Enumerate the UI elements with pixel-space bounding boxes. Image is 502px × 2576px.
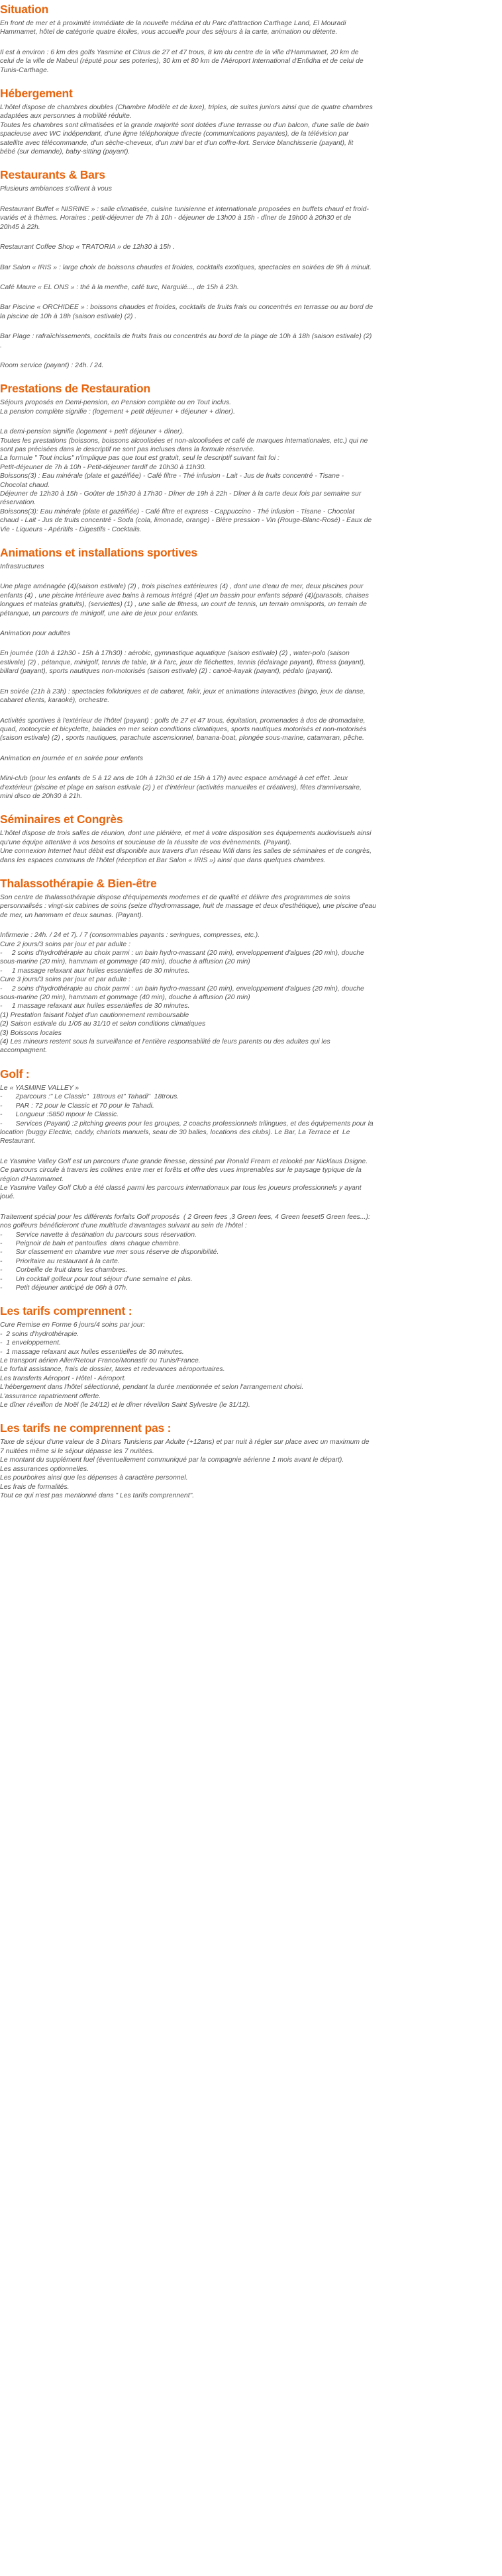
text-line: La demi-pension signifie (logement + petit déjeuner + dîner).	[0, 428, 184, 436]
text-line: location (buggy Electric, caddy, chariots manuels, seau de 30 balles, locations des clubs). Le Bar, La Terrace et Le	[0, 1128, 350, 1136]
paragraph	[0, 398, 495, 416]
paragraph	[0, 427, 495, 534]
paragraph	[0, 829, 495, 865]
text-line: (saison estivale) (2) , sports nautiques, parachute ascensionnel, banana-boat, plongée sous-marine, catamaran, pêche.	[0, 734, 364, 742]
text-line: - Corbeille de fruit dans les chambres.	[0, 1266, 128, 1274]
text-line: chaud - Lait - Jus de fruits concentré - Soda (cola, limonade, orange) - Bière pression - Vin (Rouge-Blanc-Rosé) - Eaux de	[0, 517, 372, 525]
text-line: Le transport aérien Aller/Retour France/Monastir ou Tunis/France.	[0, 1357, 201, 1365]
section-title: Animations et installations sportives	[0, 546, 197, 560]
text-line: Déjeuner de 12h30 à 15h - Goûter de 15h30 à 17h30 - Dîner de 19h à 22h - Dîner à la carte deux fois par semaine sur	[0, 490, 362, 498]
text-line: 7 nuitées même si le séjour dépasse les 7 nuitées.	[0, 1447, 154, 1455]
text-line: de mer, un hammam et deux saunas. (Payant).	[0, 911, 144, 919]
text-line: Café Maure « EL ONS » : thé à la menthe, café turc, Narguilé..., de 15h à 23h.	[0, 283, 239, 291]
text-line: Tout ce qui n'est pas mentionné dans " Les tarifs comprennent".	[0, 1491, 195, 1499]
text-line: Infirmerie : 24h. / 24 et 7j. / 7 (consommables payants : seringues, compresses, etc.).	[0, 932, 260, 940]
paragraph	[0, 1438, 495, 1500]
paragraph	[0, 1213, 495, 1293]
section	[0, 381, 495, 534]
text-line: (4) Les mineurs restent sous la surveillance et l'entière responsabilité de leurs parents ou des adultes qui les	[0, 1038, 330, 1046]
paragraph	[0, 303, 495, 321]
text-line: Hammamet, hôtel de catégorie quatre étoiles, vous accueille pour des séjours à la carte, animation ou détente.	[0, 28, 338, 36]
text-line: Les frais de formalités.	[0, 1483, 70, 1491]
text-line: Le « YASMINE VALLEY »	[0, 1084, 79, 1092]
text-line: variés et à thèmes. Horaires : petit-déjeuner de 7h à 10h - déjeuner de 13h00 à 15h - dîner de 19h00 à 20h30 et de	[0, 214, 352, 222]
text-line: - 1 massage relaxant aux huiles essentielles de 30 minutes.	[0, 1002, 190, 1010]
text-line: Séjours proposés en Demi-pension, en Pension complète ou en Tout inclus.	[0, 399, 232, 407]
text-line: Tunis-Carthage.	[0, 66, 49, 74]
text-line: En journée (10h à 12h30 - 15h à 17h30) : aérobic, gymnastique aquatique (saison estivale) (2) , water-polo (saison	[0, 650, 350, 658]
text-line: Le montant du supplément fuel (éventuellement communiqué par la compagnie aérienne 1 mois avant le départ).	[0, 1456, 344, 1464]
text-line: .	[0, 341, 2, 349]
text-line: 20h45 à 22h.	[0, 223, 40, 231]
text-line: Il est à environ : 6 km des golfs Yasmine et Citrus de 27 et 47 trous, 8 km du centre de la ville d'Hammamet, 20 km de	[0, 48, 359, 56]
paragraph	[0, 1157, 495, 1202]
text-line: - 1 massage relaxant aux huiles essentielles de 30 minutes.	[0, 967, 190, 975]
section	[0, 1067, 495, 1293]
text-line: Cure Remise en Forme 6 jours/4 soins par jour:	[0, 1321, 145, 1329]
text-line: - Service navette à destination du parcours sous réservation.	[0, 1231, 197, 1239]
section	[0, 545, 495, 801]
paragraph	[0, 263, 495, 272]
section-title: Hébergement	[0, 87, 73, 101]
text-line: Le Yasmine Valley Golf est un parcours d'une grande finesse, dessiné par Ronald Fream et relooké par Nicklaus Dsigne.	[0, 1157, 368, 1165]
text-line: d'extérieur (piscine et plage en saison estivale (2) ) et d'intérieur (activités manuelles et créatives), fêtes d'anniversaire,	[0, 783, 362, 791]
section	[0, 1304, 495, 1409]
paragraph	[0, 361, 495, 370]
text-line: réservation.	[0, 499, 36, 507]
text-line: Vie - Liqueurs - Apéritifs - Digestifs - Cocktails.	[0, 525, 142, 533]
text-line: (1) Prestation faisant l'objet d'un cautionnement remboursable	[0, 1011, 189, 1019]
section	[0, 876, 495, 1055]
text-line: Petit-déjeuner de 7h à 10h - Petit-déjeuner tardif de 10h30 à 11h30.	[0, 463, 207, 471]
text-line: personnalisés : vingt-six cabines de soins (seize d'hydromassage, huit de massage et deux d'esthétique), une piscine d'eau	[0, 903, 376, 910]
text-line: sont pas précisées dans le descriptif ne sont pas incluses dans la formule réservée.	[0, 445, 255, 453]
section-title: Les tarifs ne comprennent pas :	[0, 1421, 172, 1435]
text-line: Ce parcours circule à travers les collines entre mer et forêts et offre des vues imprenables sur le paysage typique de la	[0, 1167, 362, 1175]
text-line: cabaret clients, karaoké), orchestre.	[0, 697, 110, 705]
text-line: - Longueur :5850 mpour le Classic.	[0, 1111, 119, 1119]
text-line: mini disco de 20h30 à 21h.	[0, 792, 83, 800]
section-title: Situation	[0, 3, 49, 16]
text-line: estivale) (2) , pétanque, minigolf, tennis de table, tir à l'arc, jeux de fléchettes, tennis (éclairage payant), fitness (payant),	[0, 658, 366, 666]
section	[0, 86, 495, 156]
text-line: - Petit déjeuner anticipé de 06h à 07h.	[0, 1284, 128, 1292]
text-line: - 2 soins d'hydrothérapie.	[0, 1330, 79, 1338]
text-line: (3) Boissons locales	[0, 1029, 62, 1037]
paragraph	[0, 243, 495, 251]
text-line: satellite avec télécommande, d'un sèche-cheveux, d'un mini bar et d'un coffre-fort. Service blanchisserie (payant), lit	[0, 139, 354, 147]
text-line: La formule " Tout inclus" n'implique pas que tout est gratuit, seul le descriptif suivant fait foi :	[0, 455, 279, 463]
text-line: Bar Piscine « ORCHIDEE » : boissons chaudes et froides, cocktails de fruits frais ou concentrés en terrasse ou au bord de	[0, 304, 374, 312]
text-line: accompagnent.	[0, 1047, 48, 1055]
text-line: L'hôtel dispose de trois salles de réunion, dont une plénière, et met à votre disposition ses équipements audiovisuels ainsi	[0, 830, 372, 838]
text-line: Bar Plage : rafraîchissements, cocktails de fruits frais ou concentrés au bord de la plage de 10h à 18h (saison estivale) (2)	[0, 333, 372, 341]
text-line: Toutes les chambres sont climatisées et la grande majorité sont dotées d'une terrasse ou d'un balcon, d'une salle de bain	[0, 121, 370, 129]
text-line: Le dîner réveillon de Noël (le 24/12) et le dîner réveillon Saint Sylvestre (le 31/12).	[0, 1401, 250, 1409]
section-title: Restaurants & Bars	[0, 168, 105, 182]
text-line: L'assurance rapatriement offerte.	[0, 1392, 101, 1400]
text-line: Le Yasmine Valley Golf Club a été classé parmi les parcours internationaux par tous les joueurs professionnels y ayant	[0, 1184, 362, 1192]
text-line: Restaurant Buffet « NISRINE » : salle climatisée, cuisine tunisienne et internationale proposées en buffets chaud et froid-	[0, 205, 369, 213]
paragraph	[0, 717, 495, 743]
section-title: Thalassothérapie & Bien-être	[0, 876, 157, 890]
text-line: dans les espaces communs de l'hôtel (réception et Bar Salon « IRIS ») ainsi que dans quelques chambres.	[0, 856, 326, 864]
paragraph	[0, 48, 495, 75]
text-line: Les pourboires ainsi que les dépenses à caractère personnel.	[0, 1474, 188, 1482]
text-line: région d'Hammamet.	[0, 1175, 64, 1183]
paragraph	[0, 582, 495, 618]
section-title: Les tarifs comprennent :	[0, 1304, 132, 1318]
text-line: Le forfait assistance, frais de dossier, taxes et redevances aéroportuaires.	[0, 1366, 225, 1374]
paragraph	[0, 205, 495, 232]
paragraph	[0, 562, 495, 571]
text-line: - 1 enveloppement.	[0, 1339, 61, 1347]
text-line: (2) Saison estivale du 1/05 au 31/10 et selon conditions climatiques	[0, 1020, 206, 1028]
text-line: Boissons(3): Eau minérale (plate et gazéifiée) - Café filtre et express - Cappuccino - Thé infusion - Tisane - Chocolat	[0, 508, 355, 515]
section	[0, 167, 495, 370]
paragraph	[0, 893, 495, 920]
text-line: billard (payant), sports nautiques non-motorisés (saison estivale) (2) : canoë-kayak (payant), pédalo (payant).	[0, 668, 333, 676]
text-line: Activités sportives à l'extérieur de l'hôtel (payant) : golfs de 27 et 47 trous, équitation, promenades à dos de dromadaire,	[0, 717, 366, 725]
text-line: Les assurances optionnelles.	[0, 1465, 89, 1473]
text-line: - 2parcours :" Le Classic" 18trous et" Tahadi" 18trous.	[0, 1093, 179, 1101]
text-line: Une plage aménagée (4)(saison estivale) (2) , trois piscines extérieures (4) , dont une d'eau de mer, deux piscines pour	[0, 583, 364, 591]
paragraph	[0, 185, 495, 193]
text-line: - Sur classement en chambre vue mer sous réserve de disponibilité.	[0, 1249, 219, 1257]
section	[0, 1421, 495, 1500]
paragraph	[0, 332, 495, 350]
section-title: Golf :	[0, 1067, 30, 1081]
text-line: Toutes les prestations (boissons, boissons alcoolisées et non-alcoolisées et café de marques internationales, etc.) qui ne	[0, 437, 368, 445]
paragraph	[0, 649, 495, 676]
text-line: Taxe de séjour d'une valeur de 3 Dinars Tunisiens par Adulte (+12ans) et par nuit à régler sur place avec un maximum de	[0, 1439, 370, 1446]
paragraph	[0, 754, 495, 763]
text-line: qu'une équipe attentive à vos besoins et soucieuse de la réussite de vos évènements. (Payant).	[0, 838, 292, 846]
paragraph	[0, 629, 495, 638]
text-line: Chocolat chaud.	[0, 481, 50, 489]
text-line: Une connexion Internet haut débit est disponible aux travers d'un réseau Wifi dans les salles de séminaires et de congrès,	[0, 848, 372, 856]
text-line: - Peignoir de bain et pantoufles dans chaque chambre.	[0, 1239, 181, 1247]
text-line: La pension complète signifie : (logement + petit déjeuner + déjeuner + dîner).	[0, 408, 235, 416]
text-line: joué.	[0, 1193, 15, 1201]
paragraph	[0, 1084, 495, 1146]
text-line: En soirée (21h à 23h) : spectacles folkloriques et de cabaret, fakir, jeux et animations interactives (bingo, jeux de danse,	[0, 688, 366, 695]
section-title: Séminaires et Congrès	[0, 813, 123, 826]
text-line: - 2 soins d'hydrothérapie au choix parmi : un bain hydro-massant (20 min), enveloppement d'algues (20 min), douche	[0, 985, 364, 993]
text-line: sous-marine (20 min), hammam et gommage (40 min), douche à affusion (20 min)	[0, 958, 250, 966]
text-line: Restaurant.	[0, 1137, 36, 1145]
paragraph	[0, 688, 495, 705]
text-line: Cure 2 jours/3 soins par jour et par adulte :	[0, 940, 130, 948]
section	[0, 2, 495, 75]
text-line: Cure 3 jours/3 soins par jour et par adulte :	[0, 976, 130, 984]
text-line: pétanque, un parcours de minigolf, une aire de jeux pour enfants.	[0, 609, 199, 617]
paragraph	[0, 103, 495, 156]
text-line: En front de mer et à proximité immédiate de la nouvelle médina et du Parc d'attraction Carthage Land, El Mouradi	[0, 20, 346, 27]
text-line: - Un cocktail golfeur pour tout séjour d'une semaine et plus.	[0, 1275, 193, 1283]
text-line: Infrastructures	[0, 563, 44, 571]
text-line: longues et matelas gratuits), (serviettes) (1) , une salle de fitness, un court de tennis, un terrain omnisports, un terrain de	[0, 601, 367, 609]
text-line: Bar Salon « IRIS » : large choix de boissons chaudes et froides, cocktails exotiques, spectacles en soirées de 9h à minuit.	[0, 263, 372, 271]
text-line: Son centre de thalassothérapie dispose d'équipements modernes et de qualité et délivre des programmes de soins	[0, 893, 350, 901]
text-line: nos golfeurs bénéficieront d'une multitude d'avantages suivant au sein de l'hôtel :	[0, 1222, 247, 1230]
text-line: L'hébergement dans l'hôtel sélectionné, pendant la durée mentionnée et selon l'arrangement choisi.	[0, 1384, 304, 1392]
text-line: L'hôtel dispose de chambres doubles (Chambre Modèle et de luxe), triples, de suites juniors ainsi que de quatre chambres	[0, 104, 373, 112]
text-line: - 1 massage relaxant aux huiles essentielles de 30 minutes.	[0, 1348, 184, 1356]
text-line: enfants (4) , une piscine intérieure avec bains à remous intégré (4)et un bassin pour enfants séparé (4)(parasols, chaises	[0, 592, 369, 600]
text-line: Animation pour adultes	[0, 630, 71, 638]
text-line: Room service (payant) : 24h. / 24.	[0, 361, 104, 369]
text-line: Boissons(3) : Eau minérale (plate et gazéifiée) - Café filtre - Thé infusion - Lait - Jus de fruits concentré - Tisane -	[0, 472, 344, 480]
text-line: bébé (sur demande), baby-sitting (payant).	[0, 148, 130, 156]
text-line: - 2 soins d'hydrothérapie au choix parmi : un bain hydro-massant (20 min), enveloppement d'algues (20 min), douche	[0, 950, 364, 957]
paragraph	[0, 931, 495, 1055]
text-line: - Services (Payant) :2 pitching greens pour les groupes, 2 coachs professionnels trilingues, et des équipements pour la	[0, 1120, 374, 1128]
section-title: Prestations de Restauration	[0, 382, 151, 396]
text-line: sous-marine (20 min), hammam et gommage (40 min), douche à affusion (20 min)	[0, 994, 250, 1002]
text-line: Restaurant Coffee Shop « TRATORIA » de 12h30 à 15h .	[0, 244, 175, 251]
text-line: spacieuse avec WC indépendant, d'une ligne téléphonique directe (communications payantes), de la télévision par	[0, 130, 349, 138]
text-line: Traitement spécial pour les différents forfaits Golf proposés ( 2 Green fees ,3 Green fees, 4 Green feeset5 Green fees...):	[0, 1213, 370, 1221]
paragraph	[0, 283, 495, 292]
text-line: Animation en journée et en soirée pour enfants	[0, 754, 144, 762]
text-line: Plusieurs ambiances s'offrent à vous	[0, 185, 112, 193]
text-line: Les transferts Aéroport - Hôtel - Aéroport.	[0, 1374, 126, 1382]
text-line: adaptées aux personnes à mobilité réduite.	[0, 112, 132, 120]
text-line: - PAR : 72 pour le Classic et 70 pour le Tahadi.	[0, 1102, 154, 1110]
text-line: - Prioritaire au restaurant à la carte.	[0, 1257, 120, 1265]
paragraph	[0, 774, 495, 801]
section	[0, 812, 495, 865]
text-line: Mini-club (pour les enfants de 5 à 12 ans de 10h à 12h30 et de 15h à 17h) avec espace aménagé à cet effet. Jeux	[0, 775, 348, 783]
paragraph	[0, 19, 495, 37]
text-line: celui de la ville de Nabeul (réputé pour ses poteries), 30 km et 80 km de l'Aéroport International d'Enfidha et de celui de	[0, 58, 364, 66]
paragraph	[0, 1321, 495, 1409]
text-line: la piscine de 10h à 18h (saison estivale) (2) .	[0, 312, 137, 320]
text-line: quad, motocycle et bicyclette, balades en mer selon conditions climatiques, sports nautiques motorisés et non-motorisés	[0, 725, 367, 733]
